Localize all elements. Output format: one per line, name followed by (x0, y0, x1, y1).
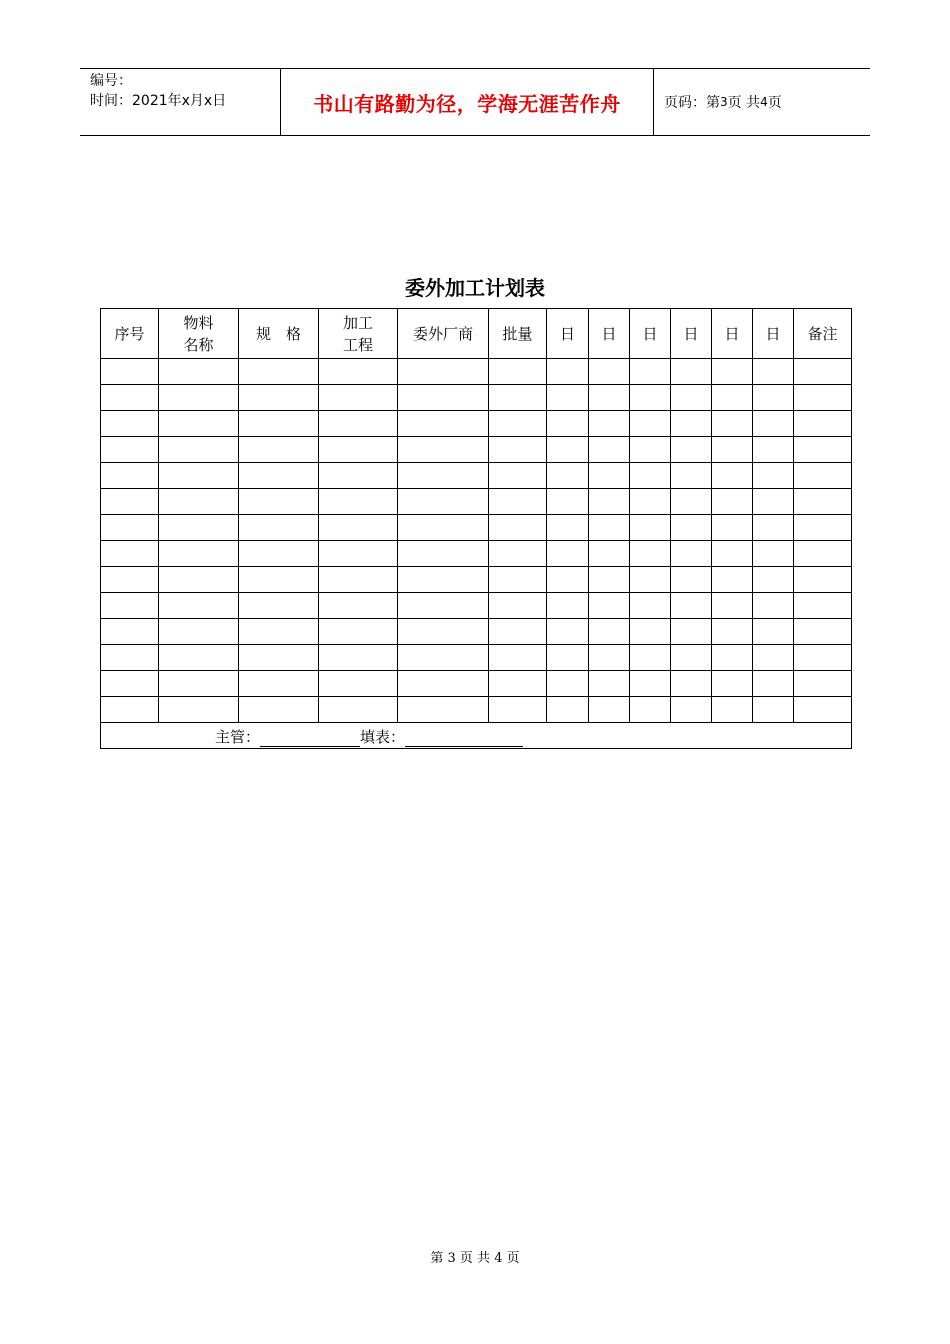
table-cell[interactable] (159, 489, 239, 515)
table-cell[interactable] (589, 593, 630, 619)
table-cell[interactable] (753, 593, 794, 619)
table-cell[interactable] (712, 645, 753, 671)
column-header: 规 格 (239, 309, 319, 359)
table-cell[interactable] (671, 697, 712, 723)
table-cell[interactable] (319, 359, 398, 385)
table-cell[interactable] (489, 385, 547, 411)
table-cell[interactable] (753, 411, 794, 437)
table-cell[interactable] (239, 697, 319, 723)
table-cell[interactable] (589, 541, 630, 567)
table-cell[interactable] (101, 489, 159, 515)
table-cell[interactable] (547, 645, 589, 671)
table-row (101, 593, 852, 619)
table-cell[interactable] (630, 697, 671, 723)
table-cell[interactable] (489, 515, 547, 541)
table-cell[interactable] (547, 411, 589, 437)
serial-number-label: 编号： (90, 73, 132, 89)
table-cell[interactable] (159, 437, 239, 463)
table-row (101, 515, 852, 541)
table-cell[interactable] (547, 515, 589, 541)
table-cell[interactable] (671, 359, 712, 385)
table-cell[interactable] (489, 541, 547, 567)
table-cell[interactable] (589, 489, 630, 515)
table-cell[interactable] (630, 671, 671, 697)
table-row (101, 567, 852, 593)
table-cell[interactable] (547, 489, 589, 515)
table-cell[interactable] (159, 697, 239, 723)
table-cell[interactable] (489, 671, 547, 697)
table-cell[interactable] (712, 567, 753, 593)
column-header: 日 (712, 309, 753, 359)
table-cell[interactable] (589, 567, 630, 593)
table-cell[interactable] (101, 359, 159, 385)
column-header: 日 (671, 309, 712, 359)
table-row (101, 671, 852, 697)
table-cell[interactable] (712, 463, 753, 489)
table-cell[interactable] (101, 619, 159, 645)
table-cell[interactable] (398, 437, 489, 463)
table-cell[interactable] (159, 541, 239, 567)
table-cell[interactable] (489, 619, 547, 645)
table-cell[interactable] (712, 593, 753, 619)
table-cell[interactable] (398, 619, 489, 645)
table-cell[interactable] (630, 437, 671, 463)
table-cell[interactable] (671, 411, 712, 437)
table-cell[interactable] (794, 593, 852, 619)
signature-cell (101, 723, 852, 749)
table-cell[interactable] (239, 463, 319, 489)
table-cell[interactable] (239, 385, 319, 411)
table-cell[interactable] (101, 411, 159, 437)
table-cell[interactable] (547, 463, 589, 489)
table-cell[interactable] (489, 697, 547, 723)
table-cell[interactable] (794, 437, 852, 463)
table-cell[interactable] (794, 385, 852, 411)
document-header (80, 68, 870, 136)
column-header: 日 (630, 309, 671, 359)
table-cell[interactable] (671, 645, 712, 671)
table-cell[interactable] (101, 541, 159, 567)
table-cell[interactable] (489, 359, 547, 385)
table-cell[interactable] (671, 619, 712, 645)
table-cell[interactable] (159, 385, 239, 411)
table-cell[interactable] (239, 515, 319, 541)
table-cell[interactable] (398, 541, 489, 567)
table-row (101, 619, 852, 645)
table-cell[interactable] (630, 567, 671, 593)
table-cell[interactable] (753, 541, 794, 567)
column-header: 日 (753, 309, 794, 359)
table-cell[interactable] (319, 697, 398, 723)
table-row (101, 359, 852, 385)
table-cell[interactable] (239, 645, 319, 671)
table-cell[interactable] (671, 541, 712, 567)
table-cell[interactable] (239, 593, 319, 619)
table-cell[interactable] (712, 619, 753, 645)
table-cell[interactable] (398, 411, 489, 437)
table-cell[interactable] (489, 463, 547, 489)
table-cell[interactable] (794, 359, 852, 385)
table-cell[interactable] (159, 645, 239, 671)
table-cell[interactable] (753, 437, 794, 463)
table-cell[interactable] (319, 567, 398, 593)
table-cell[interactable] (239, 437, 319, 463)
table-cell[interactable] (239, 541, 319, 567)
table-cell[interactable] (159, 359, 239, 385)
table-cell[interactable] (159, 619, 239, 645)
table-cell[interactable] (630, 385, 671, 411)
table-cell[interactable] (589, 463, 630, 489)
table-cell[interactable] (794, 541, 852, 567)
table-cell[interactable] (101, 697, 159, 723)
header-motto-cell (281, 69, 654, 135)
column-header: 委外厂商 (398, 309, 489, 359)
table-cell[interactable] (101, 515, 159, 541)
table-cell[interactable] (398, 489, 489, 515)
column-header: 序号 (101, 309, 159, 359)
table-cell[interactable] (319, 619, 398, 645)
table-cell[interactable] (239, 567, 319, 593)
table-row (101, 437, 852, 463)
outsourcing-plan-table (100, 308, 852, 749)
supervisor-signature-line[interactable] (260, 730, 360, 747)
table-cell[interactable] (101, 671, 159, 697)
table-row (101, 697, 852, 723)
table-cell[interactable] (753, 385, 794, 411)
table-cell[interactable] (753, 359, 794, 385)
table-cell[interactable] (630, 359, 671, 385)
table-cell[interactable] (671, 385, 712, 411)
table-cell[interactable] (547, 541, 589, 567)
table-cell[interactable] (547, 385, 589, 411)
table-cell[interactable] (589, 645, 630, 671)
page-current: 3 (720, 95, 728, 109)
table-cell[interactable] (794, 515, 852, 541)
table-cell[interactable] (398, 593, 489, 619)
table-row (101, 489, 852, 515)
column-header: 批量 (489, 309, 547, 359)
table-cell[interactable] (794, 411, 852, 437)
table-row (101, 411, 852, 437)
table-cell[interactable] (398, 463, 489, 489)
table-cell[interactable] (712, 697, 753, 723)
table-body (101, 359, 852, 723)
column-header: 备注 (794, 309, 852, 359)
motto-text: 书山有路勤为径，学海无涯苦作舟 (313, 91, 621, 116)
table-cell[interactable] (753, 671, 794, 697)
table-cell[interactable] (319, 437, 398, 463)
table-cell[interactable] (589, 411, 630, 437)
column-header: 日 (589, 309, 630, 359)
page-total: 4 (760, 95, 768, 109)
table-cell[interactable] (398, 671, 489, 697)
table-cell[interactable] (794, 619, 852, 645)
table-cell[interactable] (589, 385, 630, 411)
table-cell[interactable] (319, 671, 398, 697)
table-cell[interactable] (547, 437, 589, 463)
table-cell[interactable] (753, 463, 794, 489)
table-cell[interactable] (547, 671, 589, 697)
page-mid: 页 共 (727, 95, 761, 111)
table-cell[interactable] (101, 645, 159, 671)
table-cell[interactable] (712, 359, 753, 385)
table-cell[interactable] (398, 645, 489, 671)
table-cell[interactable] (630, 411, 671, 437)
table-cell[interactable] (159, 463, 239, 489)
table-cell[interactable] (712, 437, 753, 463)
table-cell[interactable] (489, 593, 547, 619)
signature-row (101, 723, 852, 749)
table-cell[interactable] (319, 489, 398, 515)
table-cell[interactable] (489, 567, 547, 593)
table-cell[interactable] (671, 437, 712, 463)
table-cell[interactable] (101, 463, 159, 489)
table-cell[interactable] (794, 567, 852, 593)
table-cell[interactable] (589, 671, 630, 697)
header-left-cell (80, 69, 281, 135)
table-row (101, 645, 852, 671)
table-cell[interactable] (547, 593, 589, 619)
table-cell[interactable] (489, 411, 547, 437)
table-cell[interactable] (239, 359, 319, 385)
table-cell[interactable] (712, 411, 753, 437)
table-cell[interactable] (671, 671, 712, 697)
column-header: 加工 工程 (319, 309, 398, 359)
table-cell[interactable] (101, 593, 159, 619)
table-cell[interactable] (319, 593, 398, 619)
table-cell[interactable] (712, 541, 753, 567)
table-cell[interactable] (489, 437, 547, 463)
table-cell[interactable] (159, 593, 239, 619)
table-cell[interactable] (794, 671, 852, 697)
table-cell[interactable] (159, 671, 239, 697)
table-cell[interactable] (319, 385, 398, 411)
table-cell[interactable] (101, 437, 159, 463)
filler-label: 填表： (360, 727, 406, 746)
table-header-row (101, 309, 852, 359)
table-cell[interactable] (101, 385, 159, 411)
page-title: 委外加工计划表 (405, 276, 545, 300)
table-cell[interactable] (489, 645, 547, 671)
table-cell[interactable] (398, 385, 489, 411)
column-header: 日 (547, 309, 589, 359)
table-cell[interactable] (671, 489, 712, 515)
page-footer: 第 3 页 共 4 页 (430, 1251, 520, 1266)
table-cell[interactable] (712, 489, 753, 515)
table-cell[interactable] (630, 645, 671, 671)
table-cell[interactable] (398, 567, 489, 593)
table-cell[interactable] (547, 619, 589, 645)
supervisor-label: 主管： (215, 727, 261, 746)
table-cell[interactable] (794, 489, 852, 515)
table-cell[interactable] (547, 359, 589, 385)
filler-signature-line[interactable] (405, 730, 523, 747)
table-cell[interactable] (671, 567, 712, 593)
table-cell[interactable] (398, 697, 489, 723)
table-cell[interactable] (239, 411, 319, 437)
table-cell[interactable] (159, 515, 239, 541)
table-row (101, 385, 852, 411)
table-row (101, 541, 852, 567)
table-cell[interactable] (239, 619, 319, 645)
table-cell[interactable] (753, 515, 794, 541)
header-page-cell (654, 69, 870, 135)
table-cell[interactable] (630, 619, 671, 645)
table-cell[interactable] (712, 385, 753, 411)
table-cell[interactable] (589, 697, 630, 723)
table-cell[interactable] (159, 411, 239, 437)
table-cell[interactable] (319, 515, 398, 541)
table-cell[interactable] (319, 541, 398, 567)
table-cell[interactable] (319, 645, 398, 671)
table-cell[interactable] (630, 515, 671, 541)
table-cell[interactable] (159, 567, 239, 593)
table-cell[interactable] (712, 515, 753, 541)
table-cell[interactable] (547, 567, 589, 593)
table-cell[interactable] (794, 697, 852, 723)
table-cell[interactable] (630, 463, 671, 489)
column-header: 物料 名称 (159, 309, 239, 359)
table-cell[interactable] (671, 463, 712, 489)
table-cell[interactable] (753, 619, 794, 645)
table-cell[interactable] (630, 593, 671, 619)
table-cell[interactable] (630, 489, 671, 515)
page-suffix: 页 (767, 95, 782, 111)
table-cell[interactable] (101, 567, 159, 593)
table-cell[interactable] (794, 645, 852, 671)
table-cell[interactable] (398, 359, 489, 385)
table-cell[interactable] (794, 463, 852, 489)
table-row (101, 463, 852, 489)
table-cell[interactable] (753, 645, 794, 671)
table-cell[interactable] (319, 463, 398, 489)
table-cell[interactable] (671, 515, 712, 541)
table-cell[interactable] (239, 671, 319, 697)
table-cell[interactable] (589, 515, 630, 541)
table-cell[interactable] (589, 619, 630, 645)
page-prefix: 页码：第 (664, 95, 720, 111)
table-cell[interactable] (489, 489, 547, 515)
table-cell[interactable] (671, 593, 712, 619)
table-cell[interactable] (630, 541, 671, 567)
table-cell[interactable] (398, 515, 489, 541)
table-cell[interactable] (589, 437, 630, 463)
table-cell[interactable] (753, 567, 794, 593)
table-cell[interactable] (753, 697, 794, 723)
table-cell[interactable] (239, 489, 319, 515)
table-cell[interactable] (319, 411, 398, 437)
table-cell[interactable] (712, 671, 753, 697)
table-cell[interactable] (753, 489, 794, 515)
table-cell[interactable] (589, 359, 630, 385)
table-cell[interactable] (547, 697, 589, 723)
date-label: 时间：2021年x月x日 (90, 93, 227, 109)
